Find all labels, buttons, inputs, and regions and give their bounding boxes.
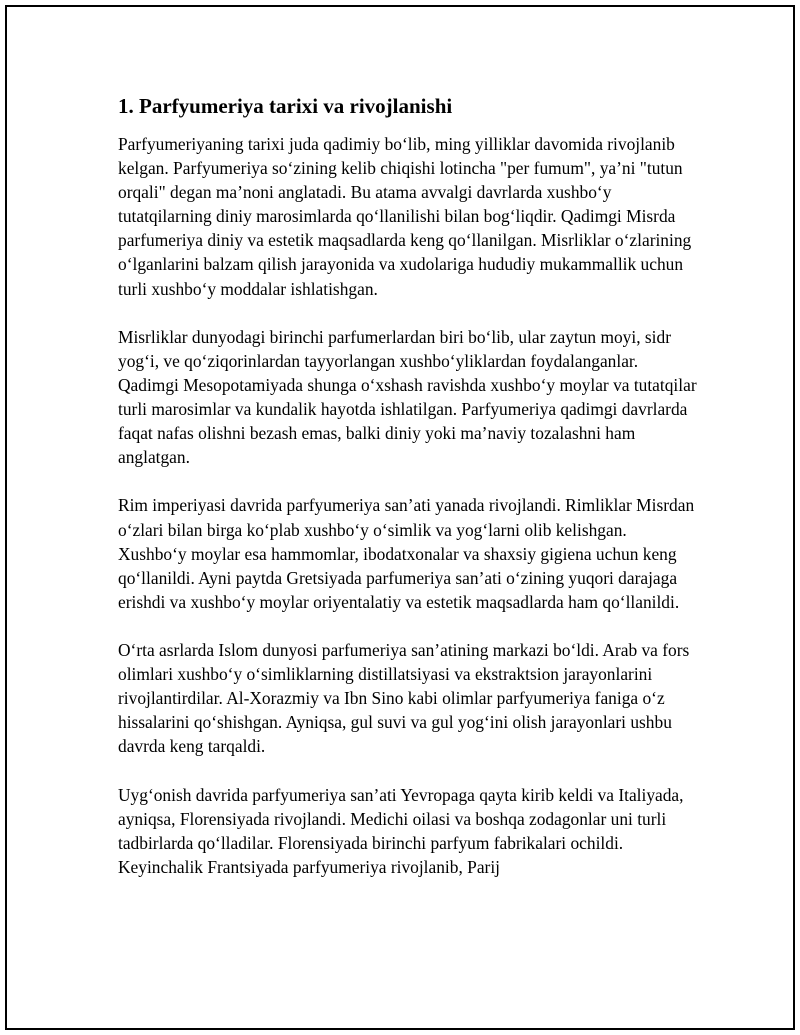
paragraph: Uyg‘onish davrida parfyumeriya san’ati Yevropaga qayta kirib keldi va Italiyada, ayniqsa, Florensiyada rivojlandi. Medichi oilasi va boshqa zodagonlar uni turli tadbirlarda qo‘lladilar. Florensiyada birinchi parfyum fabrikalari ochildi. Keyinchalik Frantsiyada parfyumeriya rivojlanib, Parij — [118, 784, 684, 877]
section-heading: 1. Parfyumeriya tarixi va rivojlanishi — [118, 94, 453, 118]
paragraph: Rim imperiyasi davrida parfyumeriya san’ati yanada rivojlandi. Rimliklar Misrdan o‘zlari bilan birga ko‘plab xushbo‘y o‘simlik va yog‘larni olib kelishgan. Xushbo‘y moylar esa hammomlar, ibodatxonalar va shaxsiy gigiena uchun keng qo‘llanildi. Ayni paytda Gretsiyada parfumeriya san’ati o‘zining yuqori darajaga erishdi va xushbo‘y moylar oriyentalatiy va estetik maqsadlarda ham qo‘llanildi. — [118, 495, 695, 612]
paragraph: Parfyumeriyaning tarixi juda qadimiy bo‘lib, ming yilliklar davomida rivojlanib kelgan. Parfyumeriya so‘zining kelib chiqishi lotincha "per fumum", ya’ni "tutun orqali" degan ma’noni anglatadi. Bu atama avvalgi davrlarda xushbo‘y tutatqilarning diniy marosimlarda qo‘llanilishi bilan bog‘liqdir. Qadimgi Misrda parfumeriya diniy va estetik maqsadlarda keng qo‘llanilgan. Misrliklar o‘zlarining o‘lganlarini balzam qilish jarayonida va xudolariga hududiy mukammallik uchun turli xushbo‘y moddalar ishlatishgan. — [118, 134, 692, 299]
paragraph: Misrliklar dunyodagi birinchi parfumerlardan biri bo‘lib, ular zaytun moyi, sidr yog‘i, ve qo‘ziqorinlardan tayyorlangan xushbo‘yliklardan foydalanganlar. Qadimgi Mesopotamiyada shunga o‘xshash ravishda xushbo‘y moylar va tutatqilar turli marosimlar va kundalik hayotda ishlatilgan. Parfyumeriya qadimgi davrlarda faqat nafas olishni bezash emas, balki diniy yoki ma’naviy tozalashni ham anglatgan. — [118, 326, 697, 468]
document-body — [118, 92, 698, 903]
paragraph: O‘rta asrlarda Islom dunyosi parfumeriya san’atining markazi bo‘ldi. Arab va fors olimlari xushbo‘y o‘simliklarning distillatsiyasi va ekstraktsion jarayonlarini rivojlantirdilar. Al-Xorazmiy va Ibn Sino kabi olimlar parfyumeriya faniga o‘z hissalarini qo‘shishgan. Ayniqsa, gul suvi va gul yog‘ini olish jarayonlari ushbu davrda keng tarqaldi. — [118, 639, 690, 757]
